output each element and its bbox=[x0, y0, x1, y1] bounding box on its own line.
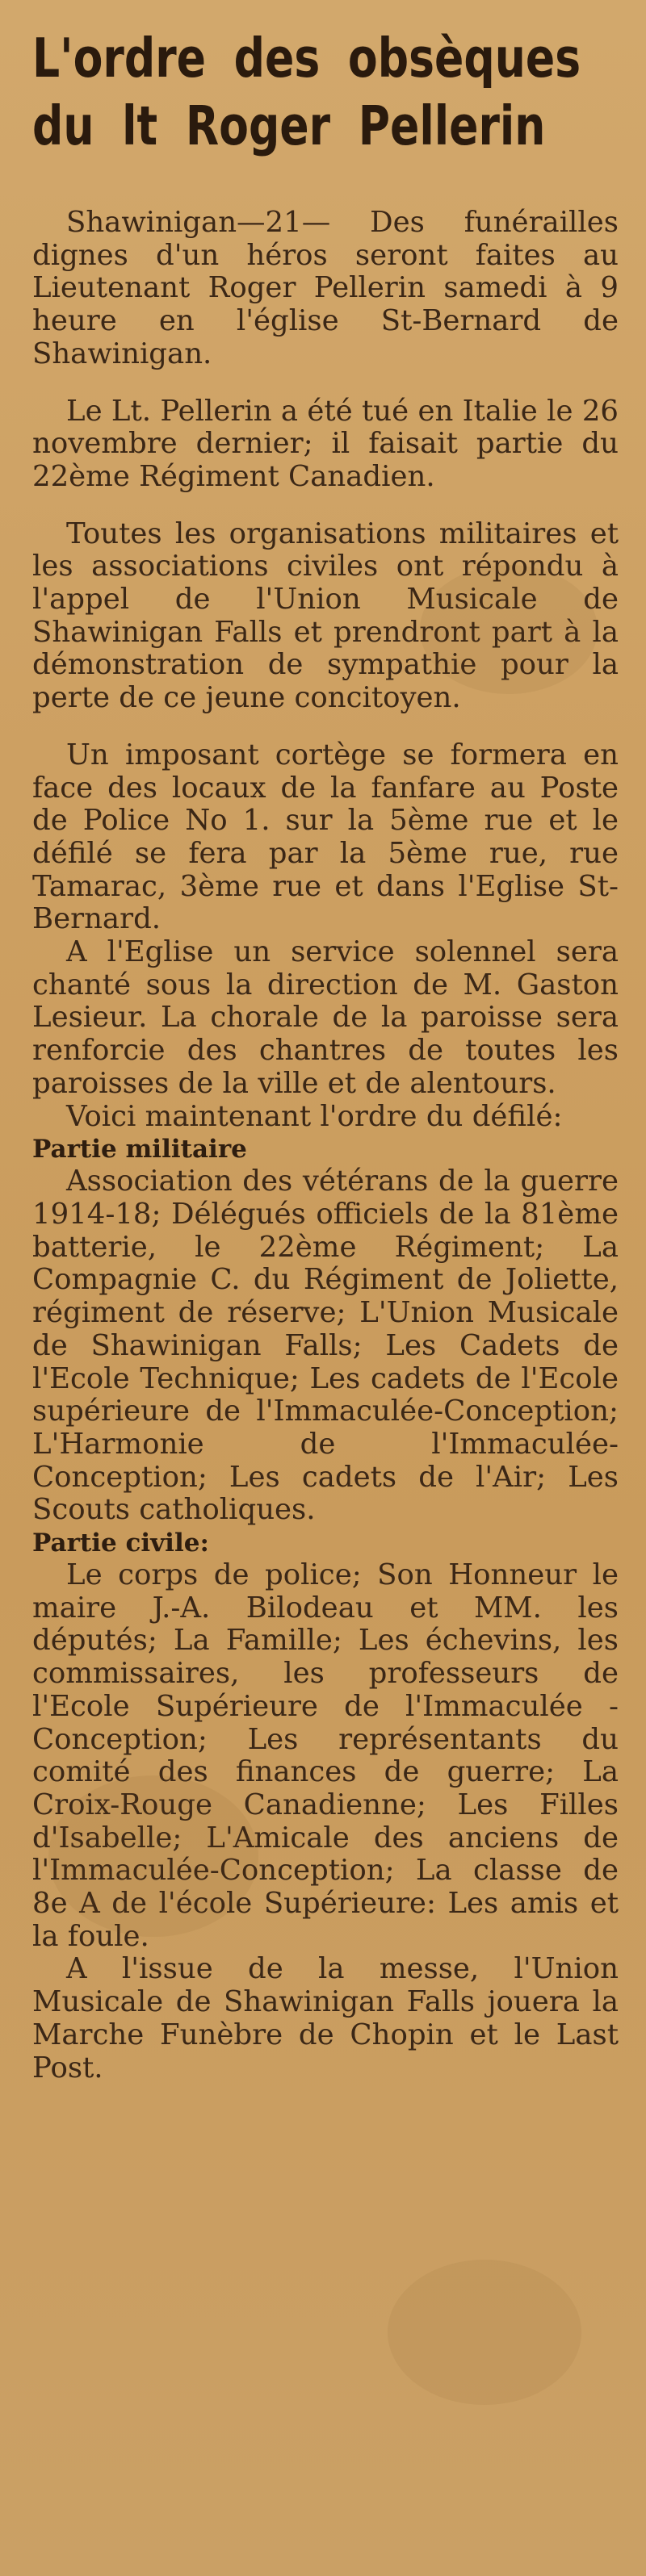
paragraph-order-intro: Voici maintenant l'ordre du défilé: bbox=[66, 1099, 563, 1133]
paper-stain bbox=[420, 565, 598, 694]
paragraph-closing: A l'issue de la messe, l'Union Musicale de Shawinigan Falls jouera la Marche Funèbre de Chopin et le Last Post. bbox=[32, 1952, 619, 2085]
paper-stain bbox=[388, 2260, 581, 2405]
headline-line-1: L'ordre des obsèques bbox=[32, 27, 581, 90]
section-military-text: Association des vétérans de la guerre 1914-18; Délégués officiels de la 81ème batterie, le 22ème Régiment; La Compagnie C. du Régiment de Joliette, régiment de réserve; L'Union Musicale de Shawinigan Falls; Les Cadets de l'Ecole Technique; Les cadets de l'Ecole supérieure de l'Immaculée-Conception; L'Harmonie de l'Immaculée-Conception; Les cadets de l'Air; Les Scouts catholiques. bbox=[32, 1165, 619, 1527]
section-civil-text: Le corps de police; Son Honneur le maire J.-A. Bilodeau et MM. les députés; La Famille; Les échevins, les commissaires, les professeurs de l'Ecole Supérieure de l'Immaculée - Conception; Les représentants du comité des finances de guerre; La Croix-Rouge Canadienne; Les Filles d'Isabelle; L'Amicale des anciens de l'Immaculée-Conception; La classe de 8e A de l'école Supérieure: Les amis et la foule. bbox=[32, 1558, 619, 1953]
headline bbox=[32, 24, 581, 160]
paragraph-service: A l'Eglise un service solennel sera chanté sous la direction de M. Gaston Lesieur. La chorale de la paroisse sera renforcie des chantres de toutes les paroisses de la ville et de alentours. bbox=[32, 935, 619, 1100]
paragraph-organisations: Toutes les organisations militaires et les associations civiles ont répondu à l'appel de l'Union Musicale de Shawinigan Falls et prendront part à la démonstration de sympathie pour la perte de ce jeune concitoyen. bbox=[32, 516, 619, 715]
section-heading-military: Partie militaire bbox=[32, 1135, 247, 1165]
paragraph-intro: Shawinigan—21— Des funérailles dignes d'un héros seront faites au Lieutenant Roger Pellerin samedi à 9 heure en l'église St-Bernard de Shawinigan. bbox=[32, 206, 619, 370]
paper-stain bbox=[48, 1775, 258, 1937]
headline-line-2: du lt Roger Pellerin bbox=[32, 94, 546, 157]
paragraph-death: Le Lt. Pellerin a été tué en Italie le 26 novembre dernier; il faisait partie du 22ème Régiment Canadien. bbox=[32, 394, 619, 493]
paragraph-cortege: Un imposant cortège se formera en face des locaux de la fanfare au Poste de Police No 1. sur la 5ème rue et le défilé se fera par la 5ème rue, rue Tamarac, 3ème rue et dans l'Eglise St-Bernard. bbox=[32, 738, 619, 936]
section-heading-civil: Partie civile: bbox=[32, 1528, 209, 1558]
